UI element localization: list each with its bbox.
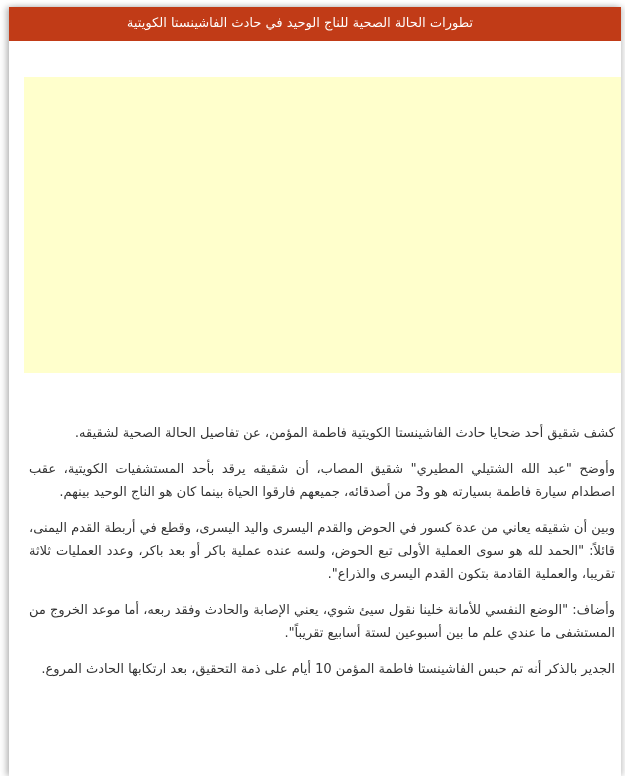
article-paragraph: وبين أن شقيقه يعاني من عدة كسور في الحوض والقدم اليسرى واليد اليسرى، وقطع في أربطة القدم اليمنى، قائلاً: "الحمد لله هو سوى العملية الأولى تبع الحوض، ولسه عنده عملية باكر أو بعد باكر، وعدد العمليات ثلاثة تقريبا، والعملية القادمة بتكون القدم اليسرى والذراع". <box>29 521 615 582</box>
ad-placeholder <box>24 77 621 373</box>
article-title: تطورات الحالة الصحية للناج الوحيد في حادث الفاشينستا الكويتية <box>126 16 473 31</box>
article-paragraph: كشف شقيق أحد ضحايا حادث الفاشينستا الكويتية فاطمة المؤمن، عن تفاصيل الحالة الصحية لشقيقه. <box>74 426 615 441</box>
article-card <box>9 7 621 776</box>
article-paragraph: وأضاف: "الوضع النفسي للأمانة خلينا نقول سيئ شوي، يعني الإصابة والحادث وفقد ربعه، أما موعد الخروج من المستشفى ما عندي علم ما بين أسبوعين لستة أسابيع تقريباً". <box>29 603 615 641</box>
article-title-bar <box>9 7 621 41</box>
article-body <box>29 422 615 694</box>
article-paragraph: وأوضح "عبد الله الشتيلي المطيري" شقيق المصاب، أن شقيقه يرقد بأحد المستشفيات الكويتية، عقب اصطدام سيارة فاطمة بسيارته هو و3 من أصدقائه، جميعهم فارقوا الحياة بينما كان هو الناج الوحيد بينهم. <box>29 462 615 500</box>
article-paragraph: الجدير بالذكر أنه تم حبس الفاشينستا فاطمة المؤمن 10 أيام على ذمة التحقيق، بعد ارتكابها الحادث المروع. <box>41 662 615 677</box>
